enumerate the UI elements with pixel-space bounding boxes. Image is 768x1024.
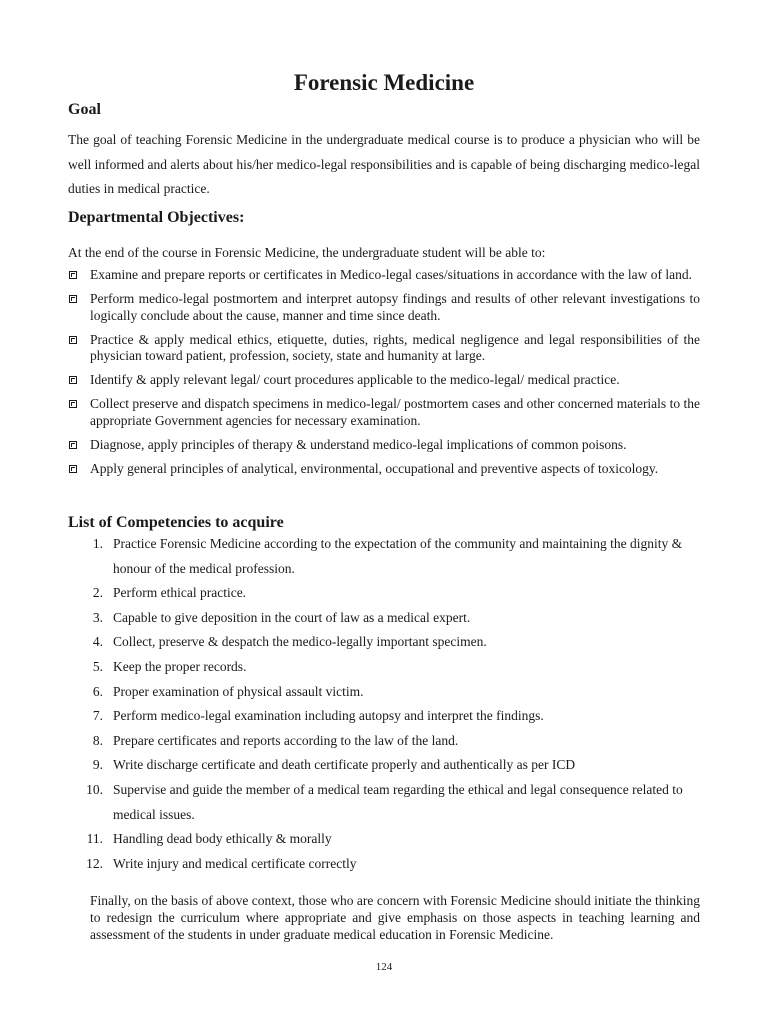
checkbox-bullet-icon — [69, 400, 77, 408]
objective-item — [68, 332, 700, 365]
objective-text: Collect preserve and dispatch specimens in medico-legal/ postmortem cases and other concerned materials to the appropriate Government agencies for necessary examination. — [90, 396, 700, 428]
competency-number: 7. — [92, 708, 103, 724]
page-number: 124 — [375, 961, 393, 973]
competency-text: Keep the proper records. — [113, 658, 247, 674]
competency-item — [68, 655, 700, 680]
competency-number: 12. — [86, 855, 103, 871]
checkbox-bullet-icon — [69, 295, 77, 303]
objectives-intro: At the end of the course in Forensic Medicine, the undergraduate student will be able to: — [68, 245, 546, 260]
objective-text: Practice & apply medical ethics, etiquette, duties, rights, medical negligence and legal responsibilities of the physician toward patient, profession, society, state and humanity at large. — [90, 331, 700, 363]
competency-text: Supervise and guide the member of a medical team regarding the ethical and legal consequence related to medical issues. — [113, 781, 683, 822]
competency-item — [68, 680, 700, 705]
competency-text: Write discharge certificate and death certificate properly and authentically as per ICD — [113, 757, 576, 773]
competency-item — [68, 532, 700, 581]
competency-text: Write injury and medical certificate correctly — [113, 855, 357, 871]
competency-text: Handling dead body ethically & morally — [113, 831, 332, 847]
competency-number: 9. — [92, 757, 103, 773]
competency-number: 4. — [92, 634, 103, 650]
competency-item — [68, 827, 700, 852]
objective-text: Diagnose, apply principles of therapy & understand medico-legal implications of common poisons. — [90, 436, 627, 452]
checkbox-bullet-icon — [69, 376, 77, 384]
competency-number: 2. — [92, 585, 103, 601]
competency-item — [68, 852, 700, 877]
checkbox-bullet-icon — [69, 441, 77, 449]
checkbox-bullet-icon — [69, 465, 77, 473]
objective-item — [68, 437, 700, 454]
competency-text: Collect, preserve & despatch the medico-legally important specimen. — [113, 634, 487, 650]
checkbox-bullet-icon — [69, 271, 77, 279]
competency-number: 11. — [86, 831, 103, 847]
competency-text: Capable to give deposition in the court of law as a medical expert. — [113, 609, 471, 625]
competency-text: Perform medico-legal examination including autopsy and interpret the findings. — [113, 708, 544, 724]
competency-item — [68, 606, 700, 631]
objective-item — [68, 291, 700, 324]
competency-number: 6. — [92, 683, 103, 699]
objective-text: Examine and prepare reports or certificates in Medico-legal cases/situations in accordance with the law of land. — [90, 267, 693, 282]
competency-text: Perform ethical practice. — [113, 585, 247, 601]
competency-text: Proper examination of physical assault victim. — [113, 683, 364, 699]
objective-text: Perform medico-legal postmortem and interpret autopsy findings and results of other relevant investigations to logically conclude about the cause, manner and time since death. — [90, 291, 700, 323]
objective-text: Identify & apply relevant legal/ court procedures applicable to the medico-legal/ medical practice. — [90, 372, 620, 387]
page-title: Forensic Medicine — [293, 70, 475, 95]
objective-item — [68, 461, 700, 478]
competency-text: Prepare certificates and reports according to the law of the land. — [113, 732, 459, 748]
goal-heading: Goal — [68, 101, 101, 118]
competency-item — [68, 581, 700, 606]
competencies-list — [68, 532, 700, 876]
competency-item — [68, 778, 700, 827]
goal-paragraph: The goal of teaching Forensic Medicine in the undergraduate medical course is to produce a physician who will be well informed and alerts about his/her medico-legal responsibilities and is capable of being discharging medico-legal duties in medical practice. — [68, 132, 700, 196]
objectives-list — [68, 267, 700, 485]
competency-number: 3. — [92, 609, 103, 625]
objectives-heading: Departmental Objectives: — [68, 209, 245, 226]
objective-item — [68, 267, 700, 284]
checkbox-bullet-icon — [69, 336, 77, 344]
competency-item — [68, 704, 700, 729]
competency-text: Practice Forensic Medicine according to the expectation of the community and maintaining the dignity & honour of the medical profession. — [113, 536, 683, 576]
objective-item — [68, 372, 700, 389]
competency-item — [68, 753, 700, 778]
competency-item — [68, 630, 700, 655]
competency-item — [68, 729, 700, 754]
objective-text: Apply general principles of analytical, environmental, occupational and preventive aspects of toxicology. — [90, 460, 659, 476]
competency-number: 8. — [92, 732, 103, 748]
competencies-heading: List of Competencies to acquire — [68, 514, 284, 531]
competency-number: 5. — [92, 658, 103, 674]
objective-item — [68, 396, 700, 429]
competency-number: 10. — [86, 781, 103, 797]
competency-number: 1. — [92, 536, 103, 551]
closing-paragraph: Finally, on the basis of above context, those who are concern with Forensic Medicine should initiate the thinking to redesign the curriculum where appropriate and give emphasis on those aspects in teaching learning and assessment of the students in under graduate medical education in Forensic Medicine. — [90, 893, 700, 942]
